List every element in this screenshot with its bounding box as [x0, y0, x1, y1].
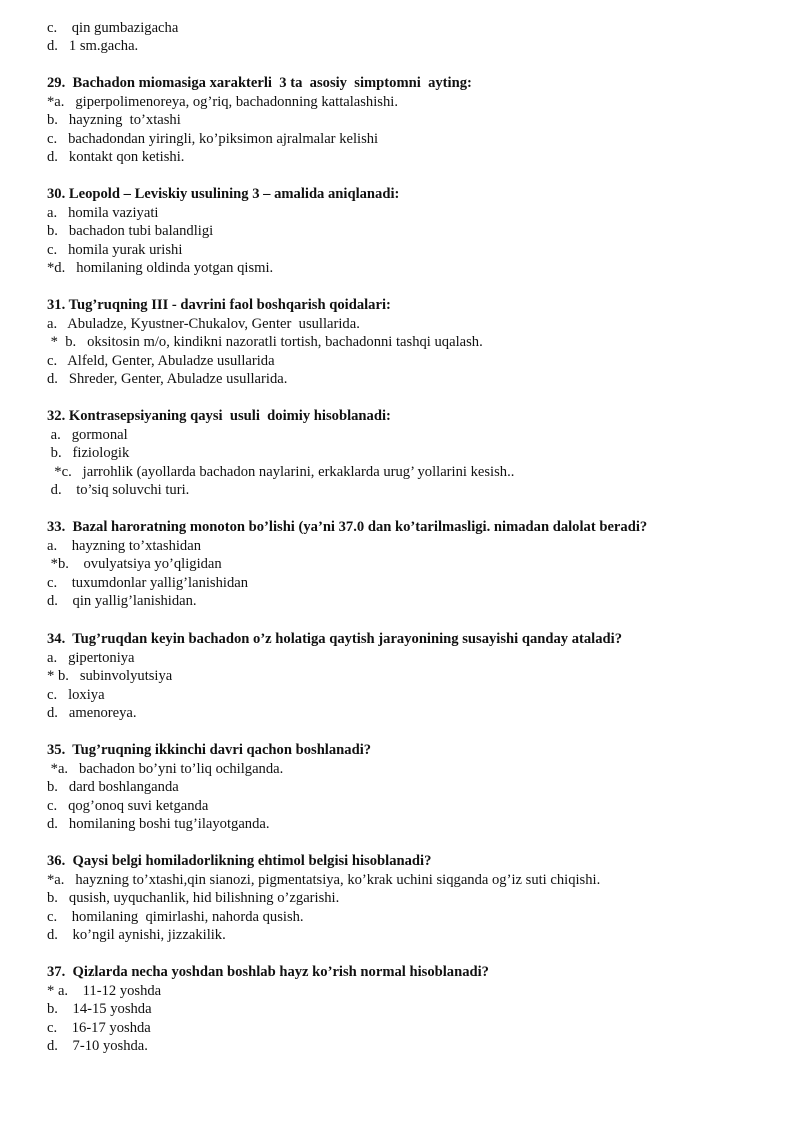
answer-option: b. fiziologik	[47, 445, 130, 461]
answer-option: *c. jarrohlik (ayollarda bachadon naylarini, erkaklarda urug’ yollarini kesish..	[47, 463, 515, 480]
answer-option: c. tuxumdonlar yallig’lanishidan	[47, 574, 249, 591]
answer-option: c. homila yurak urishi	[47, 241, 183, 258]
option-line: c. qin gumbazigacha	[47, 20, 179, 36]
answer-option: d. kontakt qon ketishi.	[47, 149, 185, 165]
answer-option: *a. bachadon bo’yni to’liq ochilganda.	[47, 760, 284, 777]
answer-option: d. ko’ngil aynishi, jizzakilik.	[47, 927, 226, 943]
answer-option: d. Shreder, Genter, Abuladze usullarida.	[47, 371, 288, 387]
answer-option: c. bachadondan yiringli, ko’piksimon ajralmalar kelishi	[47, 130, 379, 147]
answer-option: d. 7-10 yoshda.	[47, 1038, 148, 1054]
answer-option: c. 16-17 yoshda	[47, 1019, 151, 1036]
question-title: 33. Bazal haroratning monoton bo’lishi (ya’ni 37.0 dan ko’tarilmasligi. nimadan dalolat beradi?	[47, 519, 648, 535]
answer-option: a. Abuladze, Kyustner-Chukalov, Genter usullarida.	[47, 315, 360, 332]
question-title: 31. Tug’ruqning III - davrini faol boshqarish qoidalari:	[47, 297, 391, 313]
answer-option: c. loxiya	[47, 686, 105, 703]
answer-option: * b. subinvolyutsiya	[47, 668, 173, 684]
answer-option: d. homilaning boshi tug’ilayotganda.	[47, 816, 270, 832]
answer-option: *a. giperpolimenoreya, og’riq, bachadonning kattalashishi.	[47, 93, 398, 110]
answer-option: a. homila vaziyati	[47, 204, 159, 221]
answer-option: a. hayzning to’xtashidan	[47, 537, 202, 554]
answer-option: a. gormonal	[47, 426, 128, 443]
answer-option: b. bachadon tubi balandligi	[47, 223, 214, 239]
answer-option: d. amenoreya.	[47, 705, 137, 721]
question-title: 36. Qaysi belgi homiladorlikning ehtimol belgisi hisoblanadi?	[47, 853, 432, 869]
answer-option: b. hayzning to’xtashi	[47, 112, 181, 128]
answer-option: b. 14-15 yoshda	[47, 1001, 152, 1017]
answer-option: d. qin yallig’lanishidan.	[47, 593, 197, 609]
answer-option: a. gipertoniya	[47, 649, 135, 666]
question-title: 35. Tug’ruqning ikkinchi davri qachon boshlanadi?	[47, 742, 372, 758]
option-line: d. 1 sm.gacha.	[47, 38, 139, 54]
question-title: 32. Kontrasepsiyaning qaysi usuli doimiy hisoblanadi:	[47, 408, 391, 424]
answer-option: *a. hayzning to’xtashi,qin sianozi, pigmentatsiya, ko’krak uchini siqganda og’iz suti chiqishi.	[47, 871, 601, 888]
answer-option: c. homilaning qimirlashi, nahorda qusish.	[47, 908, 304, 925]
question-title: 34. Tug’ruqdan keyin bachadon o’z holatiga qaytish jarayonining susayishi qanday ataladi?	[47, 631, 623, 647]
answer-option: c. Alfeld, Genter, Abuladze usullarida	[47, 352, 275, 369]
answer-option: c. qog’onoq suvi ketganda	[47, 797, 209, 814]
answer-option: * a. 11-12 yoshda	[47, 982, 162, 999]
answer-option: b. qusish, uyquchanlik, hid bilishning o’zgarishi.	[47, 890, 340, 906]
answer-option: *d. homilaning oldinda yotgan qismi.	[47, 260, 274, 276]
answer-option: b. dard boshlanganda	[47, 779, 179, 795]
answer-option: * b. oksitosin m/o, kindikni nazoratli tortish, bachadonni tashqi uqalash.	[47, 334, 483, 350]
question-title: 37. Qizlarda necha yoshdan boshlab hayz ko’rish normal hisoblanadi?	[47, 964, 489, 980]
answer-option: *b. ovulyatsiya yo’qligidan	[47, 556, 222, 572]
answer-option: d. to’siq soluvchi turi.	[47, 482, 190, 498]
question-title: 30. Leopold – Leviskiy usulining 3 – amalida aniqlanadi:	[47, 186, 400, 202]
question-title: 29. Bachadon miomasiga xarakterli 3 ta asosiy simptomni ayting:	[47, 75, 472, 91]
